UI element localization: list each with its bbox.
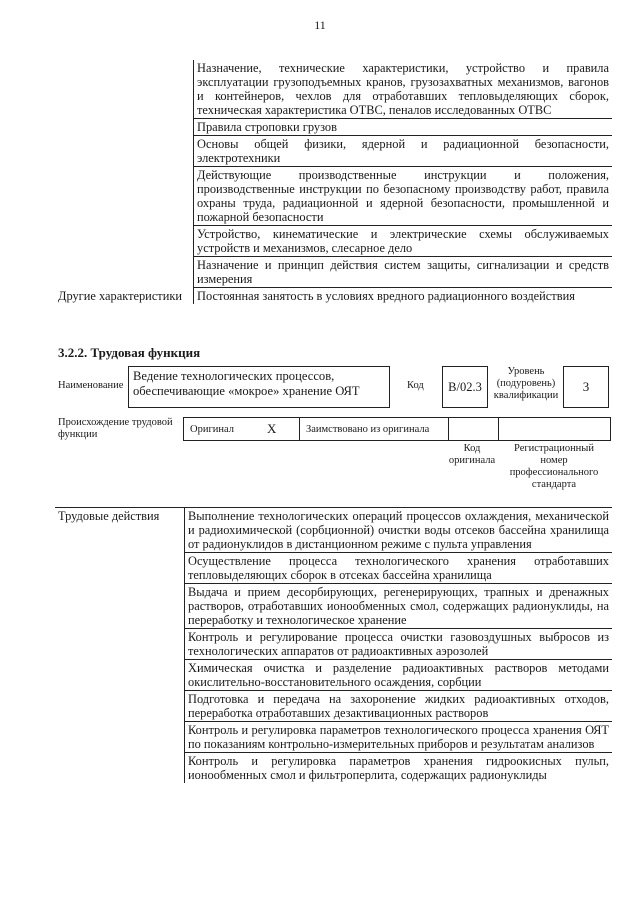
labor-actions-table: [55, 507, 612, 783]
function-code-box: B/02.3: [442, 366, 488, 408]
page-number: 11: [314, 18, 326, 32]
labor-action-item: Осуществление процесса технологического хранения отработавших тепловыделяющих сборок в отсеках бассейна хранилища: [185, 553, 613, 584]
origin-row: [183, 417, 611, 441]
labor-action-item: Контроль и регулировка параметров хранения гидроокисных пульп, ионообменных смол и фильтроперлита, содержащих радионуклиды: [188, 754, 609, 782]
name-label: Наименование: [58, 380, 124, 391]
function-name-box: Ведение технологических процессов, обеспечивающие «мокрое» хранение ОЯТ: [128, 366, 390, 408]
original-label: Оригинал: [190, 423, 234, 435]
labor-action-item: Контроль и регулирование процесса очистки газовоздушных выбросов из технологических аппаратов от радиоактивных аэрозолей: [185, 629, 613, 660]
level-box: 3: [563, 366, 609, 408]
labor-action-item: Выполнение технологических операций процессов охлаждения, механической и радиохимической (сорбционной) очистки воды отсеков бассейна хранилища от радионуклидов в дистанционном режиме с пульта управления: [185, 508, 613, 553]
section-title: 3.2.2. Трудовая функция: [58, 345, 201, 360]
knowledge-row: Действующие производственные инструкции и положения, производственные инструкции по безопасному производству работ, правила охраны труда, радиационной и ядерной безопасности, промышленной и пожарной безопасности: [194, 167, 613, 226]
other-characteristics-label: Другие характеристики: [55, 288, 194, 305]
registration-caption: Регистрационный номер профессионального стандарта: [509, 443, 599, 490]
labor-action-item: Контроль и регулировка параметров технологического процесса хранения ОЯТ по показаниям контрольно-измерительных приборов и результатам анализов: [185, 722, 613, 753]
labor-action-item: Подготовка и передача на захоронение жидких радиоактивных отходов, переработка отработавших дезактивационных растворов: [185, 691, 613, 722]
code-label: Код: [407, 380, 424, 391]
knowledge-row: Назначение и принцип действия систем защиты, сигнализации и средств измерения: [194, 257, 613, 288]
borrowed-label: Заимствовано из оригинала: [306, 423, 430, 435]
labor-action-item: Выдача и прием десорбирующих, регенерирующих, трапных и дренажных растворов, отработавших ионообменных смол, содержащих радионуклиды, на переработку и технологическое хранение: [185, 584, 613, 629]
labor-actions-label: Трудовые действия: [55, 508, 185, 784]
other-characteristics-value: Постоянная занятость в условиях вредного радиационного воздействия: [197, 289, 575, 303]
code-original-caption: Код оригинала: [448, 443, 496, 466]
knowledge-row: Назначение, технические характеристики, устройство и правила эксплуатации грузоподъемных кранов, грузозахватных механизмов, вагонов и контейнеров, чехлов для отработавших тепловыделяющих сборок, техническая характеристика ОТВС, пеналов исследованных ОТВС: [194, 60, 613, 119]
knowledge-table: [55, 60, 612, 304]
knowledge-row: Правила строповки грузов: [194, 119, 613, 136]
original-mark: X: [267, 421, 277, 436]
knowledge-row: Основы общей физики, ядерной и радиационной безопасности, электротехники: [194, 136, 613, 167]
knowledge-row: Устройство, кинематические и электрические схемы обслуживаемых устройств и механизмов, слесарное дело: [194, 226, 613, 257]
labor-action-item: Химическая очистка и разделение радиоактивных растворов методами окислительно-восстановительного осаждения, сорбции: [185, 660, 613, 691]
origin-label: Происхождение трудовой функции: [58, 417, 173, 440]
level-label: Уровень (подуровень) квалификации: [493, 366, 559, 401]
